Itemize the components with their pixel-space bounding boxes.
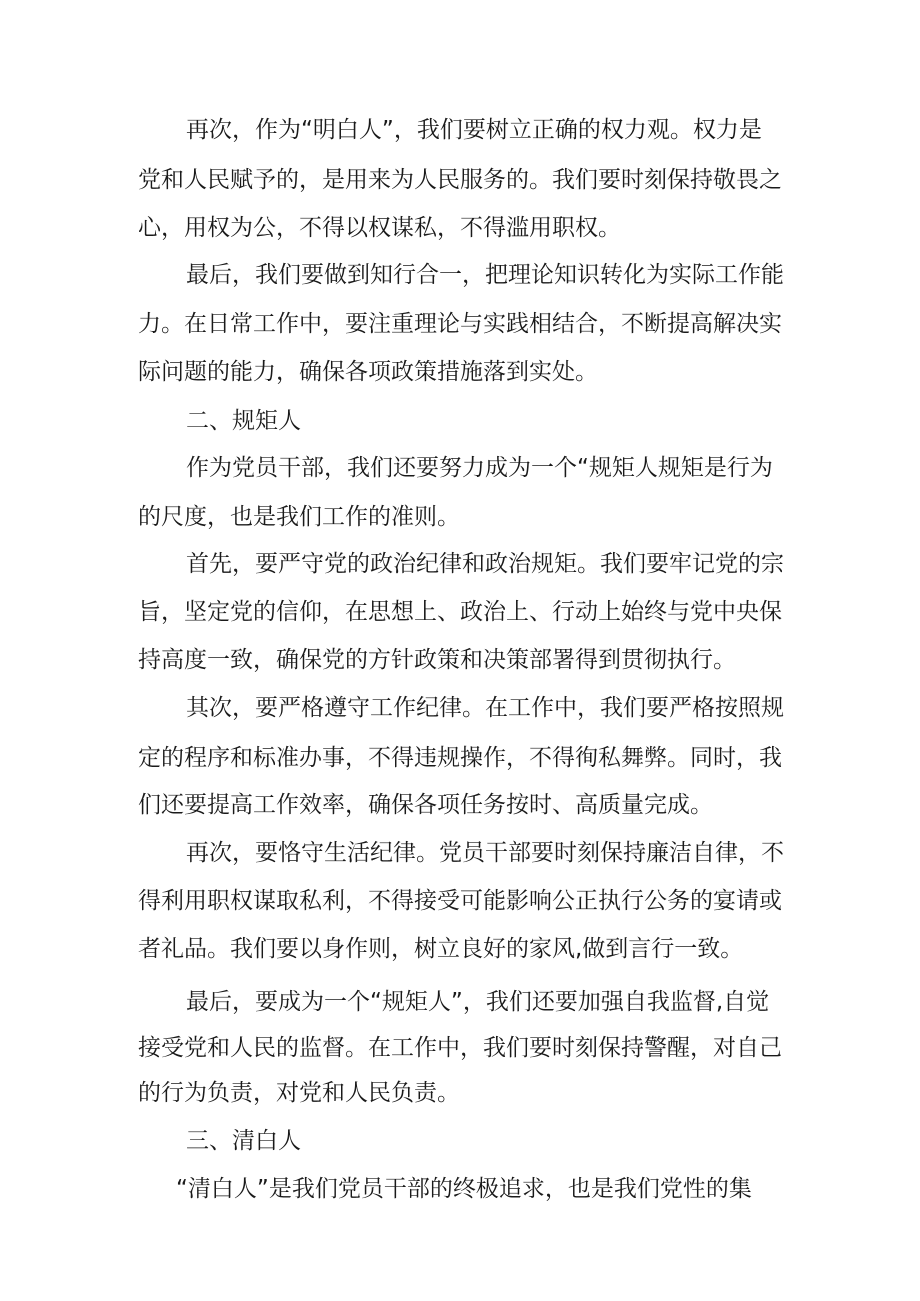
text-line: 作为党员干部，我们还要努力成为一个“规矩人规矩是行为 bbox=[186, 455, 773, 481]
text-line: 旨，坚定党的信仰，在思想上、政治上、行动上始终与党中央保 bbox=[138, 599, 782, 625]
text-line: 们还要提高工作效率，确保各项任务按时、高质量完成。 bbox=[138, 792, 713, 818]
text-line: “清白人”是我们党员干部的终极追求，也是我们党性的集 bbox=[176, 1176, 752, 1202]
text-line: 接受党和人民的监督。在工作中，我们要时刻保持警醒，对自己 bbox=[138, 1035, 782, 1061]
text-line: 最后，要成为一个“规矩人”，我们还要加强自我监督,自觉 bbox=[186, 989, 770, 1015]
text-line: 其次，要严格遵守工作纪律。在工作中，我们要严格按照规 bbox=[186, 695, 784, 721]
text-line: 者礼品。我们要以身作则，树立良好的家风,做到言行一致。 bbox=[138, 936, 744, 962]
text-line: 际问题的能力，确保各项政策措施落到实处。 bbox=[138, 359, 598, 385]
text-line: 力。在日常工作中，要注重理论与实践相结合，不断提高解决实 bbox=[138, 311, 782, 337]
text-line: 的尺度，也是我们工作的准则。 bbox=[138, 504, 460, 530]
text-line: 的行为负责，对党和人民负责。 bbox=[138, 1080, 460, 1106]
text-line: 定的程序和标准办事，不得违规操作，不得徇私舞弊。同时，我 bbox=[138, 745, 782, 771]
section-heading: 二、规矩人 bbox=[186, 408, 301, 434]
text-line: 持高度一致，确保党的方针政策和决策部署得到贯彻执行。 bbox=[138, 647, 736, 673]
text-line: 再次，要恪守生活纪律。党员干部要时刻保持廉洁自律，不 bbox=[186, 840, 784, 866]
text-line: 党和人民赋予的，是用来为人民服务的。我们要时刻保持敬畏之 bbox=[138, 167, 782, 193]
text-line: 心，用权为公，不得以权谋私，不得滥用职权。 bbox=[138, 215, 621, 241]
text-line: 得利用职权谋取私利，不得接受可能影响公正执行公务的宴请或 bbox=[138, 888, 782, 914]
text-line: 首先，要严守党的政治纪律和政治规矩。我们要牢记党的宗 bbox=[186, 551, 784, 577]
text-line: 最后，我们要做到知行合一，把理论知识转化为实际工作能 bbox=[186, 262, 784, 288]
section-heading: 三、清白人 bbox=[186, 1128, 301, 1154]
text-line: 再次，作为“明白人”，我们要树立正确的权力观。权力是 bbox=[186, 117, 762, 143]
